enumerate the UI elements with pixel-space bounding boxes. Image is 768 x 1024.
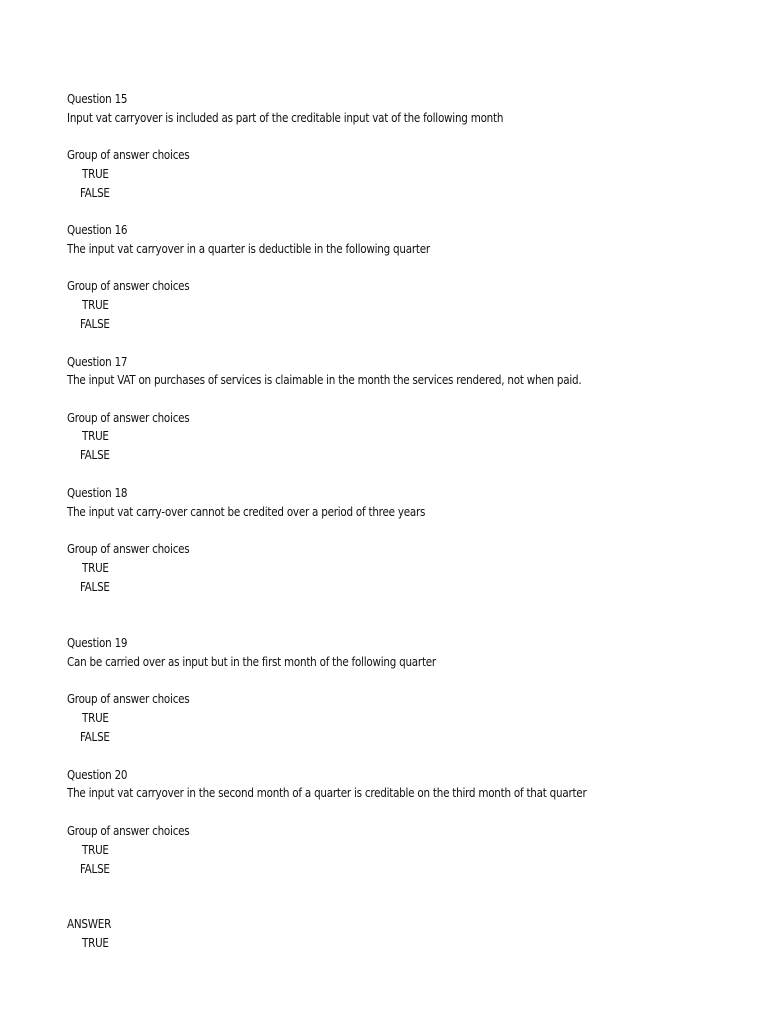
question-15-choice-true[interactable]: TRUE bbox=[82, 166, 109, 181]
question-18-choice-true[interactable]: TRUE bbox=[82, 560, 109, 575]
question-19-label: Question 19 bbox=[67, 635, 128, 650]
question-20-choice-false[interactable]: FALSE bbox=[80, 861, 110, 876]
question-17-label: Question 17 bbox=[67, 354, 128, 369]
question-19-choice-false[interactable]: FALSE bbox=[80, 729, 110, 744]
question-20-text: The input vat carryover in the second month of a quarter is creditable on the third month of that quarter bbox=[67, 785, 587, 800]
question-16-group-label: Group of answer choices bbox=[67, 278, 190, 293]
answer-value: TRUE bbox=[82, 935, 109, 950]
question-15-label: Question 15 bbox=[67, 91, 128, 106]
question-18-text: The input vat carry-over cannot be credited over a period of three years bbox=[67, 504, 426, 519]
question-19-group-label: Group of answer choices bbox=[67, 691, 190, 706]
answer-label: ANSWER bbox=[67, 916, 112, 931]
question-17-choice-false[interactable]: FALSE bbox=[80, 447, 110, 462]
question-16-choice-true[interactable]: TRUE bbox=[82, 297, 109, 312]
question-17-group-label: Group of answer choices bbox=[67, 410, 190, 425]
question-16-text: The input vat carryover in a quarter is deductible in the following quarter bbox=[67, 241, 430, 256]
question-15-choice-false[interactable]: FALSE bbox=[80, 185, 110, 200]
question-17-text: The input VAT on purchases of services is claimable in the month the services rendered, not when paid. bbox=[67, 372, 582, 387]
question-17-choice-true[interactable]: TRUE bbox=[82, 428, 109, 443]
question-18-group-label: Group of answer choices bbox=[67, 541, 190, 556]
question-19-choice-true[interactable]: TRUE bbox=[82, 710, 109, 725]
question-19-text: Can be carried over as input but in the first month of the following quarter bbox=[67, 654, 436, 669]
question-16-choice-false[interactable]: FALSE bbox=[80, 316, 110, 331]
question-15-text: Input vat carryover is included as part of the creditable input vat of the following month bbox=[67, 110, 504, 125]
question-20-choice-true[interactable]: TRUE bbox=[82, 842, 109, 857]
question-16-label: Question 16 bbox=[67, 222, 128, 237]
question-18-label: Question 18 bbox=[67, 485, 128, 500]
question-15-group-label: Group of answer choices bbox=[67, 147, 190, 162]
question-20-label: Question 20 bbox=[67, 767, 128, 782]
question-20-group-label: Group of answer choices bbox=[67, 823, 190, 838]
question-18-choice-false[interactable]: FALSE bbox=[80, 579, 110, 594]
